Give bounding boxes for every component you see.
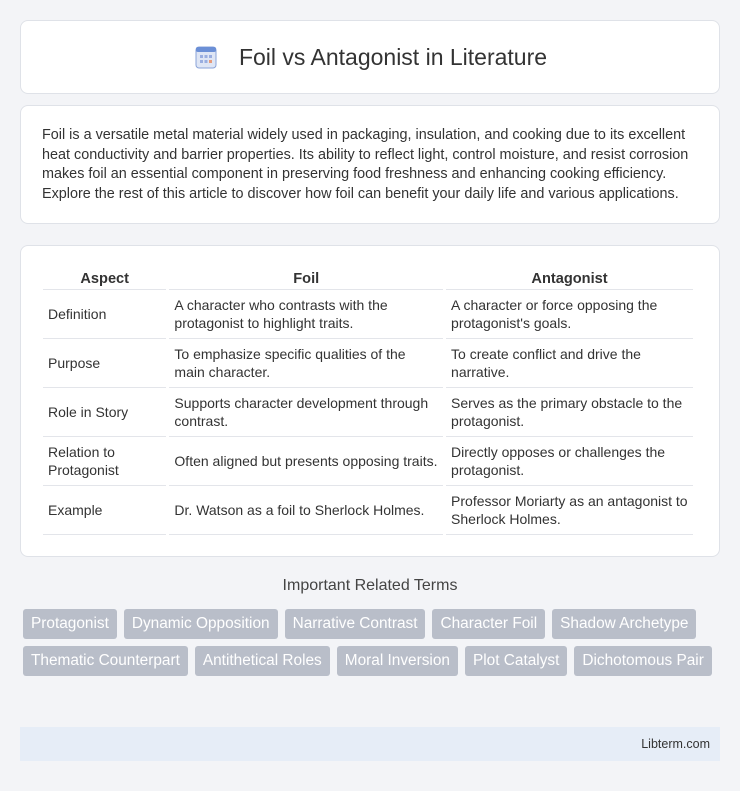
antagonist-cell: Directly opposes or challenges the protagonist. <box>446 437 693 486</box>
term-tag[interactable]: Thematic Counterpart <box>23 646 188 676</box>
foil-cell: Often aligned but presents opposing traits. <box>169 437 443 486</box>
antagonist-cell: Serves as the primary obstacle to the protagonist. <box>446 388 693 437</box>
column-header-aspect: Aspect <box>43 264 166 290</box>
term-tag[interactable]: Antithetical Roles <box>195 646 330 676</box>
related-terms-heading: Important Related Terms <box>282 577 458 594</box>
column-header-foil: Foil <box>169 264 443 290</box>
aspect-cell: Relation to Protagonist <box>43 437 166 486</box>
aspect-cell: Definition <box>43 290 166 339</box>
foil-cell: A character who contrasts with the protagonist to highlight traits. <box>169 290 443 339</box>
foil-cell: Supports character development through contrast. <box>169 388 443 437</box>
comparison-card <box>20 245 720 557</box>
antagonist-cell: A character or force opposing the protagonist's goals. <box>446 290 693 339</box>
term-tag[interactable]: Character Foil <box>432 609 545 639</box>
term-tag[interactable]: Dynamic Opposition <box>124 609 278 639</box>
table-row <box>43 437 693 486</box>
antagonist-cell: Professor Moriarty as an antagonist to Sherlock Holmes. <box>446 486 693 535</box>
table-row <box>43 388 693 437</box>
term-tag[interactable]: Dichotomous Pair <box>574 646 711 676</box>
foil-cell: To emphasize specific qualities of the main character. <box>169 339 443 388</box>
table-header-row <box>43 264 693 290</box>
aspect-cell: Example <box>43 486 166 535</box>
aspect-cell: Purpose <box>43 339 166 388</box>
footer <box>20 727 720 761</box>
table-row <box>43 486 693 535</box>
footer-site-link[interactable]: Libterm.com <box>641 737 710 751</box>
title-wrap <box>193 44 547 71</box>
comparison-table <box>40 264 696 535</box>
table-row <box>43 290 693 339</box>
page-title: Foil vs Antagonist in Literature <box>238 43 548 70</box>
term-tag[interactable]: Narrative Contrast <box>285 609 426 639</box>
header-card <box>20 20 720 94</box>
foil-cell: Dr. Watson as a foil to Sherlock Holmes. <box>169 486 443 535</box>
antagonist-cell: To create conflict and drive the narrative. <box>446 339 693 388</box>
related-terms-list <box>23 609 723 676</box>
term-tag[interactable]: Moral Inversion <box>337 646 458 676</box>
term-tag[interactable]: Shadow Archetype <box>552 609 696 639</box>
term-tag[interactable]: Protagonist <box>23 609 117 639</box>
table-row <box>43 339 693 388</box>
intro-card <box>20 105 720 224</box>
aspect-cell: Role in Story <box>43 388 166 437</box>
column-header-antagonist: Antagonist <box>446 264 693 290</box>
document-icon <box>193 44 219 70</box>
intro-paragraph: Foil is a versatile metal material widely used in packaging, insulation, and cooking due to its excellent heat conductivity and barrier properties. Its ability to reflect light, control moisture, and resist corrosion makes foil an essential component in preserving food freshness and enhancing cooking efficiency. Explore the rest of this article to discover how foil can benefit your daily life and various applications. <box>42 127 689 202</box>
term-tag[interactable]: Plot Catalyst <box>465 646 567 676</box>
